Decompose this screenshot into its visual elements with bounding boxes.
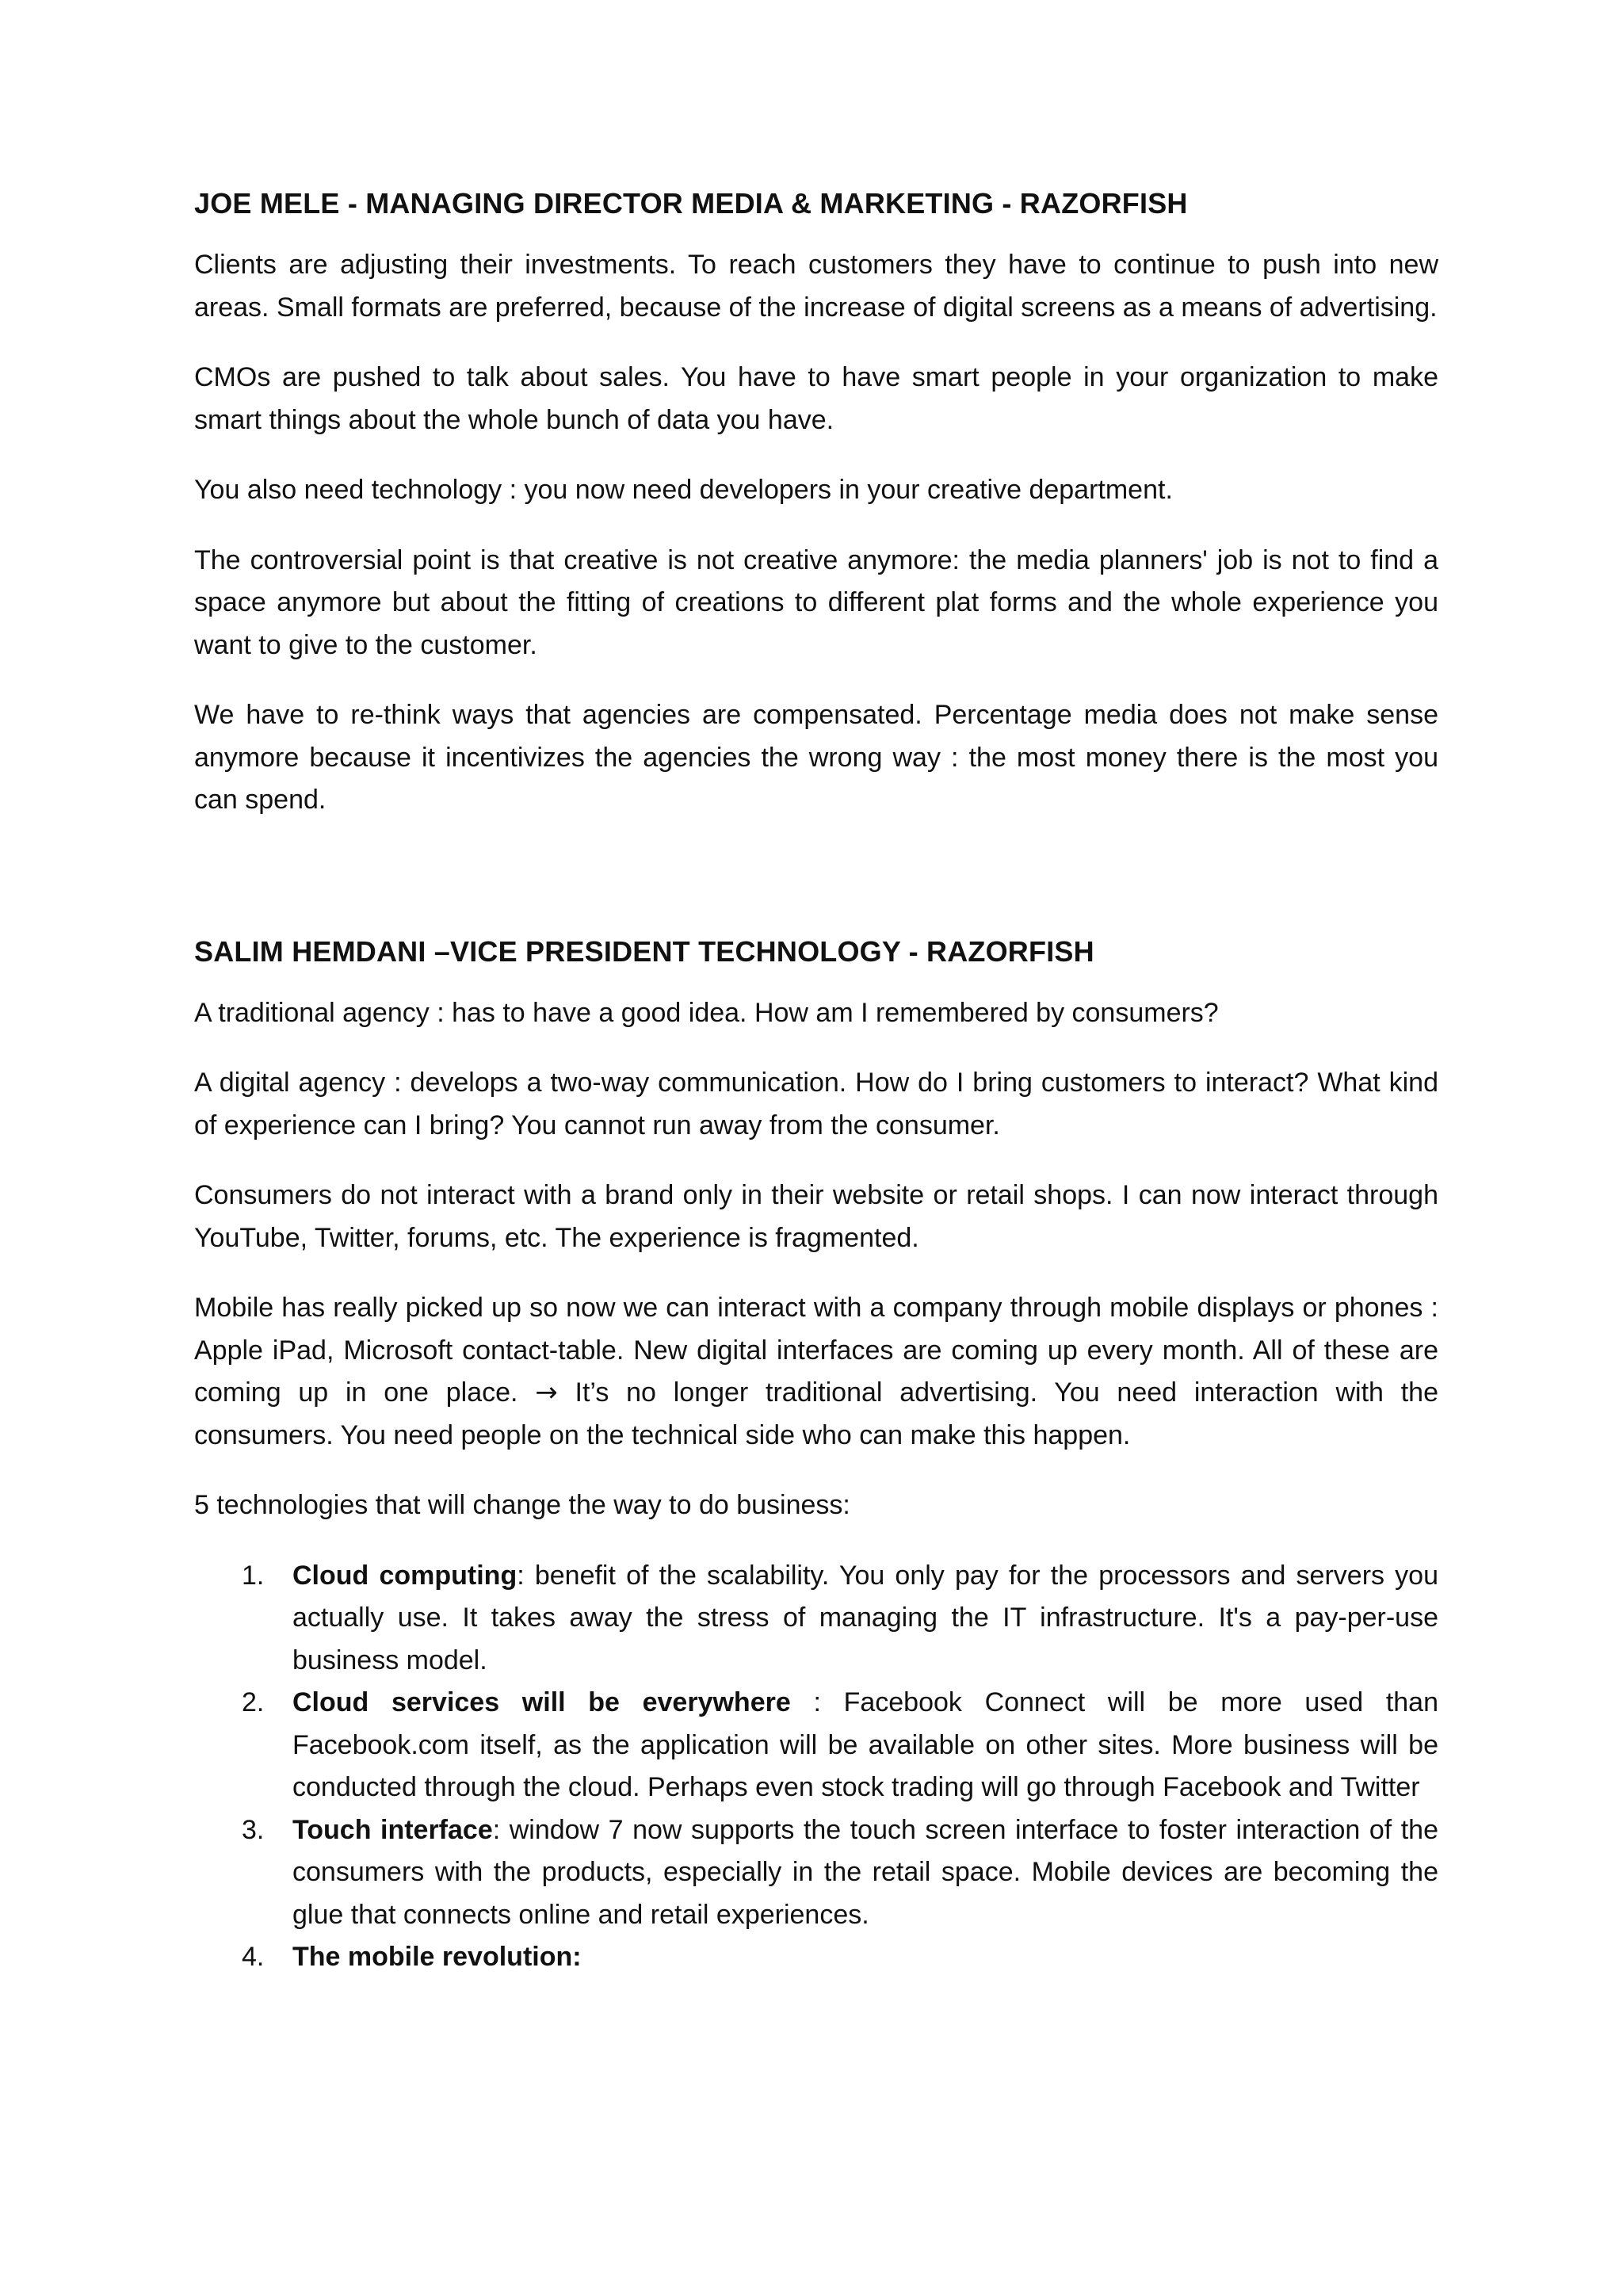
paragraph: A traditional agency : has to have a good idea. How am I remembered by consumers?	[194, 997, 1219, 1028]
list-item	[194, 1555, 1438, 1683]
paragraph: A digital agency : develops a two-way communication. How do I bring customers to interact? What kind of experience can I bring? You cannot run away from the consumer.	[194, 1068, 1438, 1140]
list-text: : Facebook Connect will be more used than Facebook.com itself, as the application will be available on other sites. More business will be conducted through the cloud. Perhaps even stock trading will go through Facebook and Twitter	[292, 1687, 1438, 1802]
document-page	[194, 182, 1438, 1979]
list-item	[194, 1936, 1438, 1979]
mobile-text-before: Mobile has really picked up so now we can interact with a company through mobile displays or phones : Apple iPad, Microsoft contact-table. New digital interfaces are coming up every month. All of these are coming up in one place.	[194, 1293, 1438, 1408]
paragraph: Clients are adjusting their investments. To reach customers they have to continue to push into new areas. Small formats are preferred, because of the increase of digital screens as a means of advertising.	[194, 250, 1438, 323]
list-number: 4.	[242, 1942, 265, 1972]
list-item	[194, 1809, 1438, 1937]
paragraph: Consumers do not interact with a brand only in their website or retail shops. I can now interact through YouTube, Twitter, forums, etc. The experience is fragmented.	[194, 1180, 1438, 1253]
section-heading-joe-mele: JOE MELE - MANAGING DIRECTOR MEDIA & MARKETING - RAZORFISH	[194, 187, 1188, 220]
list-intro: 5 technologies that will change the way to do business:	[194, 1490, 850, 1520]
list-item	[194, 1682, 1438, 1809]
list-number: 1.	[242, 1560, 265, 1591]
list-text: : window 7 now supports the touch screen interface to foster interaction of the consumers with the products, especially in the retail space. Mobile devices are becoming the glue that connects online and retail experiences.	[292, 1814, 1439, 1930]
section-heading-salim-hemdani: SALIM HEMDANI –VICE PRESIDENT TECHNOLOGY - RAZORFISH	[194, 934, 1094, 968]
list-term: The mobile revolution:	[292, 1942, 582, 1972]
list-number: 3.	[242, 1814, 265, 1845]
mobile-text-after: It’s no longer traditional advertising. You need interaction with the consumers. You need people on the technical side who can make this happen.	[194, 1377, 1438, 1450]
list-term: Cloud computing	[292, 1560, 517, 1591]
paragraph-mobile	[194, 1287, 1438, 1457]
paragraph: You also need technology : you now need developers in your creative department.	[194, 475, 1173, 505]
paragraph: The controversial point is that creative is not creative anymore: the media planners' job is not to find a space anymore but about the fitting of creations to different plat forms and the whole experience you want to give to the customer.	[194, 544, 1438, 660]
list-term: Touch interface	[292, 1814, 493, 1845]
technology-list	[194, 1555, 1438, 1979]
list-text: : benefit of the scalability. You only pay for the processors and servers you actually use. It takes away the stress of managing the IT infrastructure. It's a pay-per-use business model.	[292, 1560, 1438, 1675]
paragraph: CMOs are pushed to talk about sales. You have to have smart people in your organization to make smart things about the whole bunch of data you have.	[194, 362, 1438, 435]
list-term: Cloud services will be everywhere	[292, 1687, 791, 1717]
list-number: 2.	[242, 1687, 265, 1717]
section-spacer	[194, 850, 1438, 930]
arrow-right-icon: →	[535, 1377, 558, 1408]
paragraph: We have to re-think ways that agencies are compensated. Percentage media does not make sense anymore because it incentivizes the agencies the wrong way : the most money there is the most you can spend.	[194, 700, 1438, 815]
